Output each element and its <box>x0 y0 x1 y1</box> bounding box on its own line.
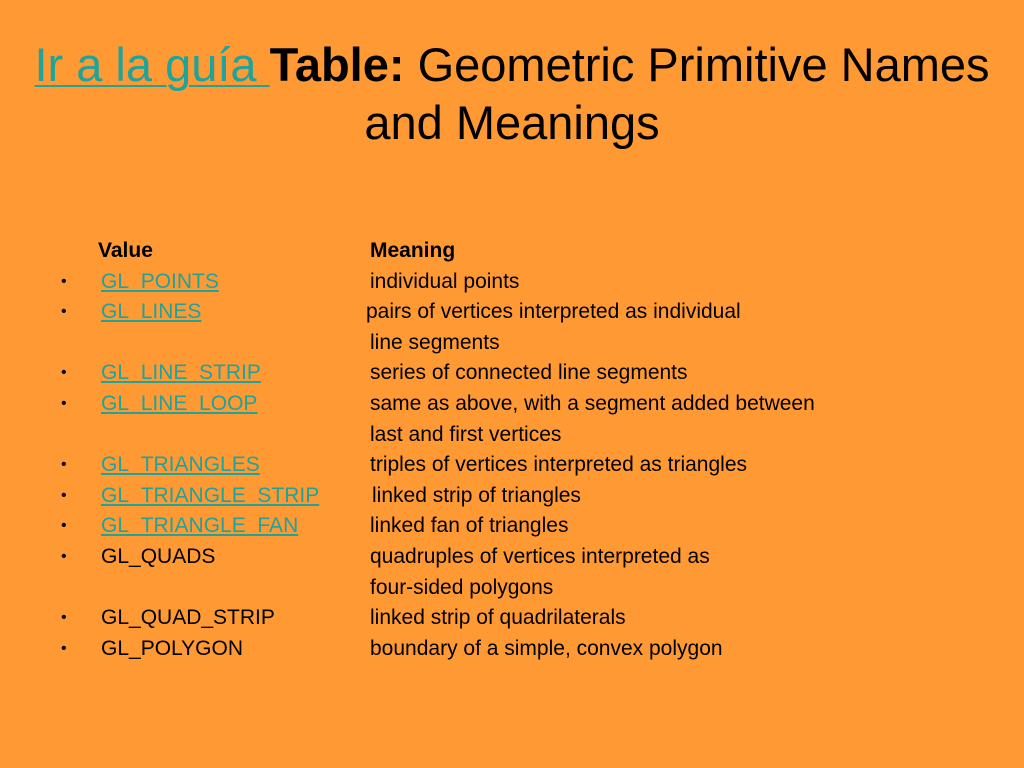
bullet: • <box>61 303 67 321</box>
bullet: • <box>61 364 67 382</box>
table-row <box>0 297 1024 328</box>
bullet: • <box>61 639 67 657</box>
table-row <box>0 481 1024 512</box>
value-link-gl-triangle-fan[interactable]: GL_TRIANGLE_FAN <box>101 514 299 538</box>
meaning-text-continuation: line segments <box>370 330 500 354</box>
slide-title <box>0 36 1024 152</box>
meaning-text: individual points <box>370 269 520 293</box>
table-row <box>0 450 1024 481</box>
title-text: Geometric Primitive Names and Meanings <box>364 38 990 149</box>
guide-link[interactable]: Ir a la guía <box>34 38 270 91</box>
title-bold-label: Table: <box>269 38 405 91</box>
meaning-text: quadruples of vertices interpreted as <box>370 544 710 568</box>
table-row <box>0 634 1024 665</box>
table-header <box>0 236 1024 267</box>
bullet: • <box>61 272 67 290</box>
value-text-gl-polygon: GL_POLYGON <box>101 636 243 660</box>
bullet: • <box>61 486 67 504</box>
value-link-gl-line-strip[interactable]: GL_LINE_STRIP <box>101 361 261 385</box>
meaning-text-continuation: last and first vertices <box>370 422 562 446</box>
value-text-gl-quads: GL_QUADS <box>101 544 216 568</box>
value-link-gl-points[interactable]: GL_POINTS <box>101 269 219 293</box>
bullet: • <box>61 609 67 627</box>
table-row <box>0 358 1024 389</box>
primitive-table <box>0 236 1024 664</box>
meaning-text: triples of vertices interpreted as triangles <box>370 453 748 477</box>
table-row-continuation <box>0 420 1024 451</box>
value-link-gl-line-loop[interactable]: GL_LINE_LOOP <box>101 391 258 415</box>
table-row-continuation <box>0 328 1024 359</box>
table-row <box>0 389 1024 420</box>
meaning-text: series of connected line segments <box>370 361 688 385</box>
value-link-gl-lines[interactable]: GL_LINES <box>101 300 202 324</box>
table-row <box>0 511 1024 542</box>
meaning-text-continuation: four-sided polygons <box>370 575 554 599</box>
bullet: • <box>61 547 67 565</box>
bullet: • <box>61 456 67 474</box>
table-row-continuation <box>0 573 1024 604</box>
value-text-gl-quad-strip: GL_QUAD_STRIP <box>101 606 275 630</box>
value-column-header: Value <box>98 239 153 262</box>
meaning-text: pairs of vertices interpreted as individual <box>366 300 741 324</box>
meaning-text: boundary of a simple, convex polygon <box>370 636 723 660</box>
table-row <box>0 603 1024 634</box>
value-link-gl-triangles[interactable]: GL_TRIANGLES <box>101 453 260 477</box>
bullet: • <box>61 394 67 412</box>
meaning-text: linked strip of quadrilaterals <box>370 606 626 630</box>
meaning-column-header: Meaning <box>370 239 456 262</box>
table-row <box>0 267 1024 298</box>
table-row <box>0 542 1024 573</box>
meaning-text: same as above, with a segment added between <box>370 391 815 415</box>
value-link-gl-triangle-strip[interactable]: GL_TRIANGLE_STRIP <box>101 483 320 507</box>
bullet: • <box>61 517 67 535</box>
meaning-text: linked strip of triangles <box>372 483 581 507</box>
meaning-text: linked fan of triangles <box>370 514 569 538</box>
